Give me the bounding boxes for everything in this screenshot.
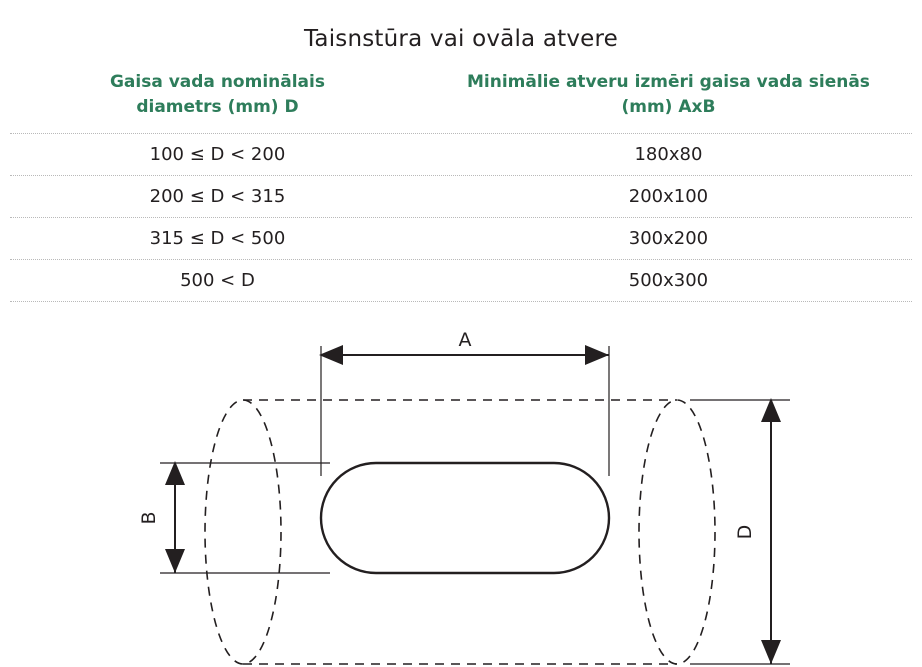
cell-diameter: 100 ≤ D < 200 <box>149 144 286 166</box>
cell-diameter: 500 < D <box>180 270 255 292</box>
dimension-a-label: A <box>458 329 472 351</box>
column-header-diameter-line1: Gaisa vada nominālais <box>109 72 325 92</box>
column-header-diameter-line2: diametrs (mm) D <box>136 96 299 117</box>
cell-diameter: 200 ≤ D < 315 <box>149 186 286 208</box>
table-row <box>10 260 912 302</box>
dimension-b-label: B <box>138 511 160 525</box>
column-header-opening <box>425 70 912 119</box>
cell-opening: 200x100 <box>628 186 709 208</box>
table-row <box>10 176 912 218</box>
column-header-diameter <box>10 70 425 119</box>
cell-opening: 180x80 <box>634 144 703 166</box>
page-title: Taisnstūra vai ovāla atvere <box>303 26 619 52</box>
cell-diameter: 315 ≤ D < 500 <box>149 228 286 250</box>
opening-shape <box>321 463 609 573</box>
dimension-d-label: D <box>734 524 756 540</box>
cell-opening: 300x200 <box>628 228 709 250</box>
table-body <box>10 133 912 302</box>
table-row <box>10 133 912 176</box>
table-row <box>10 218 912 260</box>
dimensions-table <box>10 70 912 302</box>
column-header-opening-line2: (mm) AxB <box>621 96 716 117</box>
duct-opening-diagram <box>0 318 922 667</box>
cell-opening: 500x300 <box>628 270 709 292</box>
table-header-row <box>10 70 912 119</box>
column-header-opening-line1: Minimālie atveru izmēri gaisa vada sienās <box>467 72 870 92</box>
